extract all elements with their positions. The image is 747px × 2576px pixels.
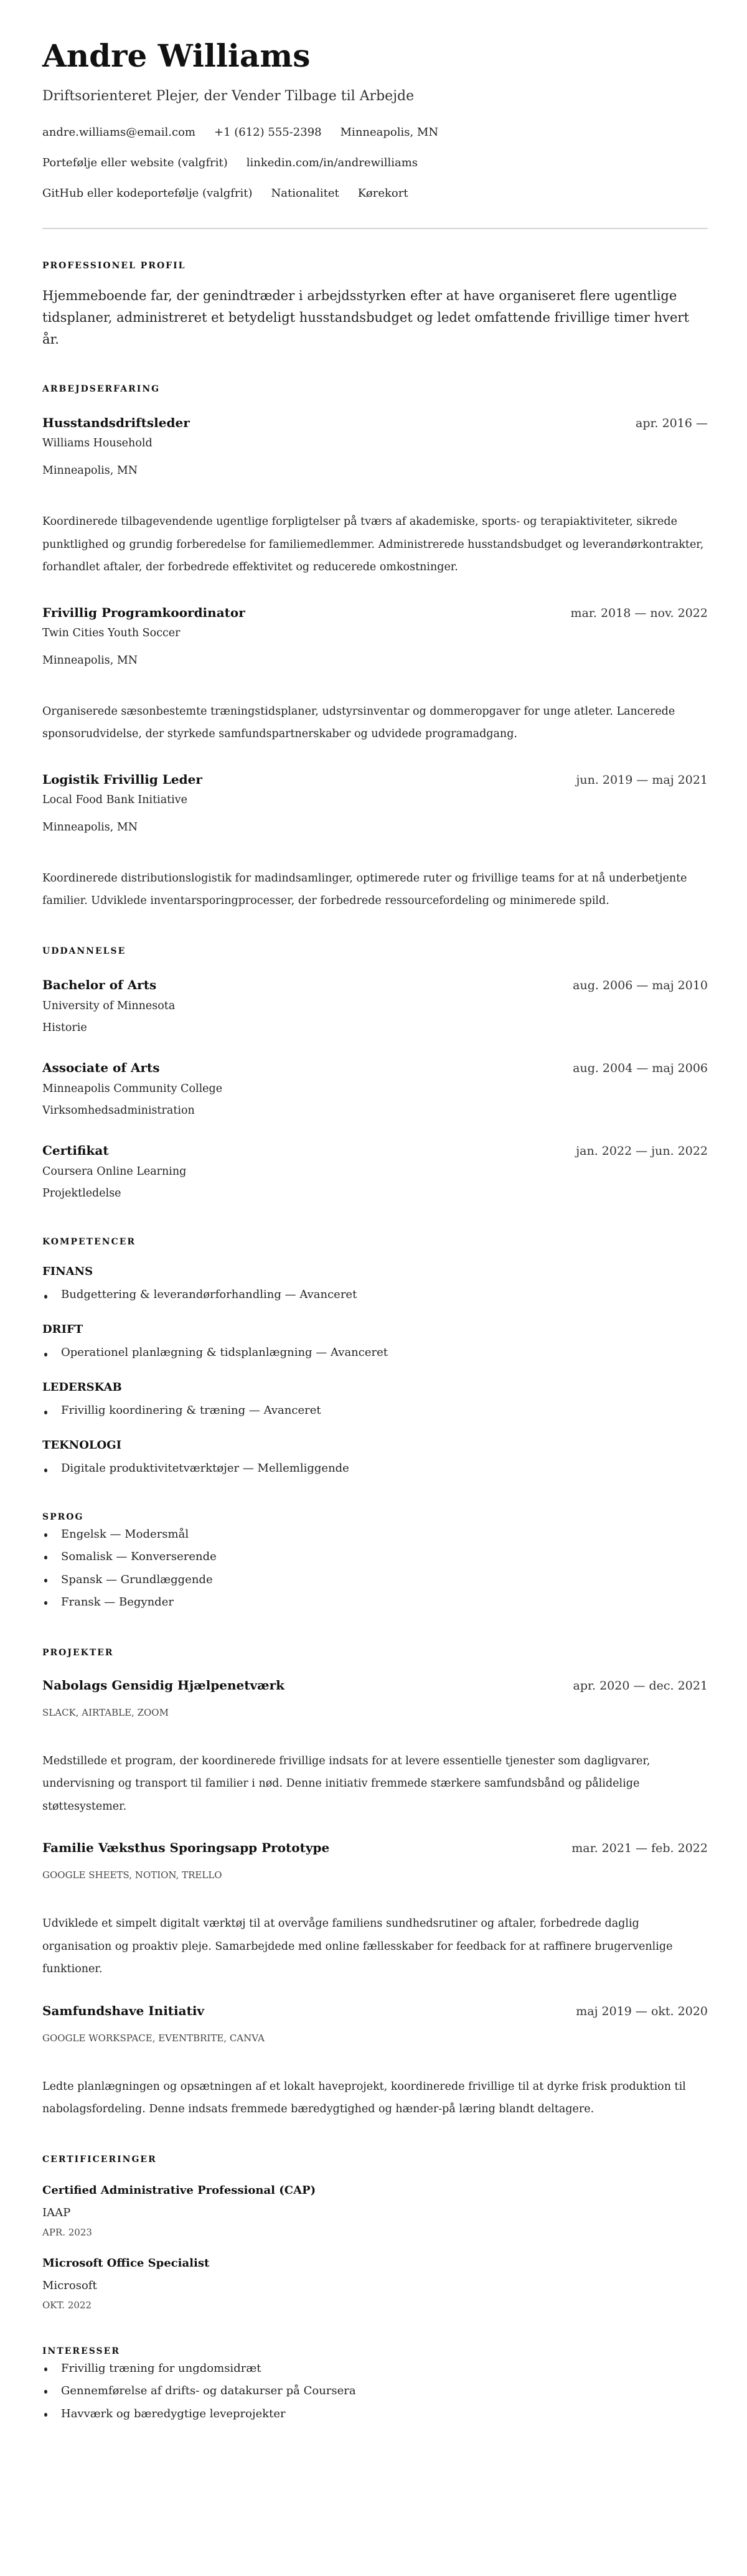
candidate-headline: Driftsorienteret Plejer, der Vender Tilbage til Arbejde	[42, 88, 415, 104]
entry-title: Logistik Frivillig Leder	[42, 771, 202, 787]
field-of-study: Historie	[42, 1021, 87, 1034]
skill-item: Budgettering & leverandørforhandling — Avanceret	[42, 1285, 708, 1305]
contact-row	[42, 178, 708, 209]
project-description: Udviklede et simpelt digitalt værktøj til at overvåge familiens sundhedsrutiner og aftaler, forbedrede daglig organisation og proaktiv pleje. Samarbejdede med online fællesskaber for feedback for at raffinere brugervenlige funktioner.	[42, 1917, 673, 1975]
entry-header	[42, 604, 708, 622]
certification-issuer: Microsoft	[42, 2278, 97, 2292]
skill-list	[42, 1285, 708, 1305]
project-tech-stack: SLACK, AIRTABLE, ZOOM	[42, 1706, 169, 1718]
section-title: CERTIFICERINGER	[42, 2154, 157, 2165]
skill-list	[42, 1459, 708, 1478]
school-name: University of Minnesota	[42, 999, 176, 1012]
experience-section	[42, 383, 708, 913]
entry-title: Associate of Arts	[42, 1060, 160, 1075]
languages-list	[42, 1523, 708, 1614]
education-section	[42, 945, 708, 1203]
entry-title: Familie Væksthus Sporingsapp Prototype	[42, 1840, 330, 1855]
entry-header	[42, 414, 708, 432]
entry-header	[42, 1059, 708, 1077]
certification-entry	[42, 2183, 708, 2240]
skill-item: Digitale produktivitetværktøjer — Mellemliggende	[42, 1459, 708, 1478]
certification-issuer: IAAP	[42, 2206, 71, 2219]
interest-item: Havværk og bæredygtige leveprojekter	[42, 2403, 708, 2426]
certification-entry	[42, 2255, 708, 2313]
entry-header	[42, 976, 708, 994]
skill-group	[42, 1322, 708, 1363]
company-name: Williams Household	[42, 437, 153, 449]
profile-section	[42, 260, 708, 350]
skill-list	[42, 1343, 708, 1363]
certification-name: Microsoft Office Specialist	[42, 2256, 210, 2270]
entry-date: apr. 2020 — dec. 2021	[573, 1678, 708, 1693]
entry-date: aug. 2004 — maj 2006	[573, 1061, 708, 1075]
resume-header	[42, 37, 708, 209]
entry-date: maj 2019 — okt. 2020	[576, 2004, 708, 2018]
school-name: Minneapolis Community College	[42, 1082, 223, 1095]
entry-date: jan. 2022 — jun. 2022	[576, 1144, 708, 1158]
skill-group-title: LEDERSKAB	[42, 1380, 122, 1394]
job-description: Organiserede sæsonbestemte træningstidsplaner, udstyrsinventar og dommeropgaver for unge atleter. Lancerede sponsorudvidelse, der styrkede samfundspartnerskaber og udvidede programadgang.	[42, 705, 675, 740]
contact-row	[42, 148, 708, 178]
project-entry	[42, 1839, 708, 1981]
entry-title: Nabolags Gensidig Hjælpenetværk	[42, 1677, 285, 1693]
contact-row	[42, 117, 708, 148]
skill-group	[42, 1380, 708, 1421]
interest-item: Frivillig træning for ungdomsidræt	[42, 2357, 708, 2381]
projects-section	[42, 1647, 708, 2121]
project-tech-stack: GOOGLE SHEETS, NOTION, TRELLO	[42, 1869, 222, 1881]
contact-info	[42, 117, 708, 209]
school-name: Coursera Online Learning	[42, 1165, 187, 1178]
skill-group-title: FINANS	[42, 1264, 93, 1278]
language-item: Spansk — Grundlæggende	[42, 1569, 708, 1592]
header-divider	[42, 228, 708, 229]
interests-section	[42, 2345, 708, 2426]
skill-item: Frivillig koordinering & træning — Avanceret	[42, 1401, 708, 1421]
portfolio-link[interactable]: Portefølje eller website (valgfrit)	[42, 156, 228, 169]
certification-name: Certified Administrative Professional (CAP)	[42, 2183, 316, 2197]
education-entry	[42, 976, 708, 1038]
profile-text: Hjemmeboende far, der genindtræder i arbejdsstyrken efter at have organiseret flere ugentlige tidsplaner, administreret et betydeligt husstandsbudget og ledet omfattende frivillige timer hvert år.	[42, 288, 689, 347]
interests-list	[42, 2357, 708, 2426]
skills-section	[42, 1236, 708, 1478]
skill-group-title: DRIFT	[42, 1322, 83, 1336]
job-entry	[42, 414, 708, 579]
candidate-name: Andre Williams	[42, 37, 311, 74]
education-entry	[42, 1142, 708, 1203]
entry-date: mar. 2021 — feb. 2022	[571, 1841, 708, 1855]
job-description: Koordinerede tilbagevendende ugentlige forpligtelser på tværs af akademiske, sports- og terapiaktiviteter, sikrede punktlighed og grundig forberedelse for familiemedlemmer. Administrerede husstandsbudget og leverandørkontrakter, forhandlet aftaler, der forbedrede effektivitet og reducerede omkostninger.	[42, 515, 704, 573]
field-of-study: Virksomhedsadministration	[42, 1104, 195, 1117]
section-title: PROJEKTER	[42, 1647, 114, 1658]
skill-group-title: TEKNOLOGI	[42, 1438, 122, 1452]
project-entry	[42, 1676, 708, 1818]
job-description: Koordinerede distributionslogistik for madindsamlinger, optimerede ruter og frivillige teams for at nå underbetjente familier. Udviklede inventarsporingprocesser, der forbedrede ressourcefordeling og minimerede spild.	[42, 872, 687, 907]
email-link[interactable]: andre.williams@email.com	[42, 126, 195, 139]
entry-date: aug. 2006 — maj 2010	[573, 978, 708, 992]
job-location: Minneapolis, MN	[42, 820, 138, 834]
entry-title: Samfundshave Initiativ	[42, 2003, 205, 2018]
certifications-section	[42, 2153, 708, 2313]
education-entry	[42, 1059, 708, 1121]
location: Minneapolis, MN	[340, 126, 439, 139]
nationality: Nationalitet	[271, 187, 339, 200]
entry-date: jun. 2019 — maj 2021	[576, 773, 708, 787]
skill-list	[42, 1401, 708, 1421]
github-link[interactable]: GitHub eller kodeportefølje (valgfrit)	[42, 187, 253, 200]
entry-header	[42, 771, 708, 789]
interest-item: Gennemførelse af drifts- og datakurser på Coursera	[42, 2380, 708, 2403]
entry-header	[42, 1839, 708, 1857]
field-of-study: Projektledelse	[42, 1187, 121, 1200]
languages-section	[42, 1511, 708, 1614]
job-entry	[42, 771, 708, 913]
language-item: Fransk — Begynder	[42, 1591, 708, 1614]
section-title: ARBEJDSERFARING	[42, 384, 161, 394]
language-item: Engelsk — Modersmål	[42, 1523, 708, 1546]
section-title: KOMPETENCER	[42, 1236, 136, 1247]
entry-date: apr. 2016 —	[636, 416, 708, 430]
entry-title: Bachelor of Arts	[42, 977, 157, 992]
skill-item: Operationel planlægning & tidsplanlægning — Avanceret	[42, 1343, 708, 1363]
drivers-license: Kørekort	[357, 187, 408, 200]
entry-title: Certifikat	[42, 1142, 109, 1158]
certification-date: OKT. 2022	[42, 2299, 92, 2311]
job-location: Minneapolis, MN	[42, 464, 138, 477]
entry-header	[42, 1676, 708, 1695]
project-entry	[42, 2002, 708, 2121]
section-title: SPROG	[42, 1511, 84, 1522]
section-title: INTERESSER	[42, 2346, 120, 2356]
entry-title: Husstandsdriftsleder	[42, 415, 190, 430]
certification-date: APR. 2023	[42, 2226, 92, 2238]
skill-group	[42, 1437, 708, 1478]
section-title: PROFESSIONEL PROFIL	[42, 261, 186, 271]
entry-title: Frivillig Programkoordinator	[42, 604, 245, 620]
language-item: Somalisk — Konverserende	[42, 1546, 708, 1569]
company-name: Twin Cities Youth Soccer	[42, 626, 181, 639]
job-entry	[42, 604, 708, 746]
company-name: Local Food Bank Initiative	[42, 793, 188, 806]
entry-date: mar. 2018 — nov. 2022	[570, 606, 708, 620]
skill-group	[42, 1264, 708, 1305]
job-location: Minneapolis, MN	[42, 654, 138, 667]
linkedin-link[interactable]: linkedin.com/in/andrewilliams	[246, 156, 418, 169]
project-description: Medstillede et program, der koordinerede frivillige indsats for at levere essentielle tjenester som dagligvarer, undervisning og transport til familier i nød. Denne initiativ fremmede stærkere samfundsbånd og pålidelige støttesystemer.	[42, 1754, 651, 1813]
section-title: UDDANNELSE	[42, 946, 126, 956]
phone-number[interactable]: +1 (612) 555-2398	[214, 126, 322, 139]
entry-header	[42, 1142, 708, 1160]
project-description: Ledte planlægningen og opsætningen af et lokalt haveprojekt, koordinerede frivillige til at dyrke frisk produktion til nabolagsfordeling. Denne indsats fremmede bæredygtighed og hænder-på læring blandt deltagere.	[42, 2080, 686, 2115]
entry-header	[42, 2002, 708, 2020]
project-tech-stack: GOOGLE WORKSPACE, EVENTBRITE, CANVA	[42, 2032, 265, 2044]
